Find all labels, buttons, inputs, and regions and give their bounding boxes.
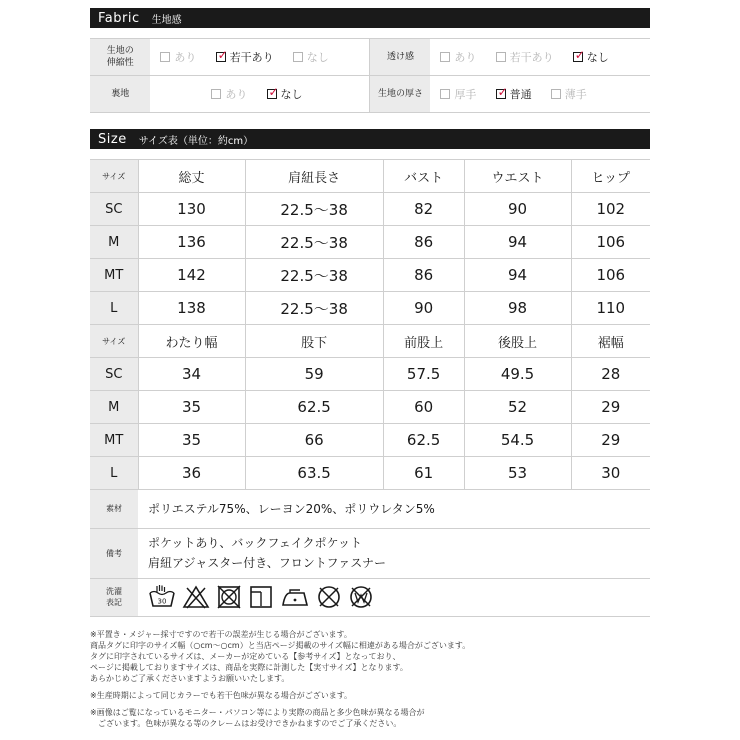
size-cell: 22.5～38 bbox=[245, 292, 383, 325]
size-header-row bbox=[90, 325, 650, 358]
checkbox-icon bbox=[211, 89, 221, 99]
size-title-en: Size bbox=[98, 131, 127, 147]
size-cell: 138 bbox=[138, 292, 245, 325]
size-cell: 53 bbox=[464, 457, 571, 490]
option-lining-no: ✓ なし bbox=[268, 85, 303, 101]
size-cell: 130 bbox=[138, 193, 245, 226]
column-header-total-length: 総丈 bbox=[138, 160, 245, 193]
checkbox-icon bbox=[293, 52, 303, 62]
checkbox-icon bbox=[440, 52, 450, 62]
fabric-options-lining bbox=[150, 76, 370, 113]
fabric-title-jp: 生地感 bbox=[151, 14, 182, 26]
size-cell: 66 bbox=[245, 424, 383, 457]
fabric-section-header bbox=[90, 8, 650, 28]
column-header-hip: ヒップ bbox=[571, 160, 650, 193]
material-label: 素材 bbox=[90, 490, 138, 528]
size-cell: 106 bbox=[571, 259, 650, 292]
footnote: タグに印字されているサイズは、メーカーが定めている【参考サイズ】となっており、 bbox=[90, 651, 401, 661]
iron-low-icon bbox=[280, 584, 310, 610]
wash-icons-cell bbox=[138, 578, 650, 616]
size-section-header bbox=[90, 129, 650, 149]
size-label: SC bbox=[90, 193, 138, 226]
size-label: L bbox=[90, 457, 138, 490]
size-cell: 29 bbox=[571, 424, 650, 457]
size-cell: 59 bbox=[245, 358, 383, 391]
fabric-title-en: Fabric bbox=[98, 10, 140, 26]
size-cell: 35 bbox=[138, 391, 245, 424]
size-title-jp: サイズ表（単位：約cm） bbox=[138, 135, 254, 147]
material-value: ポリエステル75%、レーヨン20%、ポリウレタン5% bbox=[138, 490, 650, 528]
size-cell: 54.5 bbox=[464, 424, 571, 457]
fabric-options-sheer bbox=[430, 39, 650, 76]
line-dry-icon bbox=[248, 584, 274, 610]
size-row bbox=[90, 259, 650, 292]
checkbox-icon bbox=[440, 89, 450, 99]
hand-wash-temp: 30 bbox=[157, 597, 167, 606]
size-cell: 29 bbox=[571, 391, 650, 424]
wash-label: 洗濯 表記 bbox=[90, 578, 138, 616]
remarks-row bbox=[90, 528, 650, 578]
size-cell: 86 bbox=[383, 259, 464, 292]
fabric-table bbox=[90, 38, 650, 113]
notes-table bbox=[90, 490, 650, 617]
checkbox-icon bbox=[496, 52, 506, 62]
remarks-value: ポケットあり、バックフェイクポケット 肩紐アジャスター付き、フロントファスナー bbox=[138, 528, 650, 578]
size-cell: 142 bbox=[138, 259, 245, 292]
size-cell: 102 bbox=[571, 193, 650, 226]
fabric-row bbox=[90, 39, 650, 76]
size-label: L bbox=[90, 292, 138, 325]
hand-wash-30-icon bbox=[148, 584, 176, 610]
size-row bbox=[90, 193, 650, 226]
size-label: MT bbox=[90, 259, 138, 292]
size-cell: 22.5～38 bbox=[245, 193, 383, 226]
footnote: ※生産時期によって同じカラーでも若干色味が異なる場合がございます。 bbox=[90, 690, 353, 700]
size-cell: 94 bbox=[464, 226, 571, 259]
size-label: M bbox=[90, 391, 138, 424]
size-row bbox=[90, 358, 650, 391]
no-wet-clean-icon bbox=[348, 584, 374, 610]
checkbox-checked-icon: ✓ bbox=[217, 48, 228, 62]
column-header-hem-width: 裾幅 bbox=[571, 325, 650, 358]
checkbox-checked-icon: ✓ bbox=[574, 48, 585, 62]
material-row bbox=[90, 490, 650, 528]
size-cell: 61 bbox=[383, 457, 464, 490]
size-cell: 98 bbox=[464, 292, 571, 325]
column-header-inseam: 股下 bbox=[245, 325, 383, 358]
option-thickness-normal: ✓ 普通 bbox=[497, 85, 532, 101]
option-stretch-yes: あり bbox=[160, 49, 196, 65]
size-header-label: サイズ bbox=[90, 160, 138, 193]
option-lining-yes: あり bbox=[211, 86, 247, 102]
size-cell: 22.5～38 bbox=[245, 259, 383, 292]
option-stretch-slight: ✓ 若干あり bbox=[217, 48, 274, 64]
no-tumble-dry-icon bbox=[216, 584, 242, 610]
size-cell: 136 bbox=[138, 226, 245, 259]
size-row bbox=[90, 391, 650, 424]
column-header-waist: ウエスト bbox=[464, 160, 571, 193]
checkbox-checked-icon: ✓ bbox=[268, 85, 279, 99]
size-cell: 90 bbox=[464, 193, 571, 226]
size-cell: 35 bbox=[138, 424, 245, 457]
fabric-row bbox=[90, 76, 650, 113]
size-cell: 28 bbox=[571, 358, 650, 391]
size-cell: 63.5 bbox=[245, 457, 383, 490]
checkbox-icon bbox=[551, 89, 561, 99]
option-thickness-thin: 薄手 bbox=[551, 86, 587, 102]
footnotes bbox=[90, 629, 650, 729]
size-cell: 82 bbox=[383, 193, 464, 226]
size-cell: 62.5 bbox=[383, 424, 464, 457]
size-row bbox=[90, 226, 650, 259]
column-header-back-rise: 後股上 bbox=[464, 325, 571, 358]
option-sheer-yes: あり bbox=[440, 49, 476, 65]
size-cell: 106 bbox=[571, 226, 650, 259]
size-cell: 34 bbox=[138, 358, 245, 391]
footnote: ページに掲載しておりますサイズは、商品を実際に計測した【実寸サイズ】となります。 bbox=[90, 662, 408, 672]
size-label: M bbox=[90, 226, 138, 259]
size-cell: 22.5～38 bbox=[245, 226, 383, 259]
column-header-thigh-width: わたり幅 bbox=[138, 325, 245, 358]
footnote: ございます。色味が異なる等のクレームはお受けできかねますのでご了承ください。 bbox=[90, 718, 402, 728]
size-cell: 86 bbox=[383, 226, 464, 259]
footnote: ※平置き・メジャー採寸ですので若干の誤差が生じる場合がございます。 bbox=[90, 629, 352, 639]
size-cell: 52 bbox=[464, 391, 571, 424]
fabric-label-lining: 裏地 bbox=[90, 76, 150, 113]
fabric-options-stretch bbox=[150, 39, 370, 76]
fabric-options-thickness bbox=[430, 76, 650, 113]
product-spec-sheet bbox=[90, 8, 650, 729]
option-thickness-thick: 厚手 bbox=[440, 86, 476, 102]
size-header-label: サイズ bbox=[90, 325, 138, 358]
option-stretch-no: なし bbox=[293, 49, 329, 65]
size-cell: 57.5 bbox=[383, 358, 464, 391]
no-dry-clean-icon bbox=[316, 584, 342, 610]
footnote: あらかじめご了承くださいますようお願いいたします。 bbox=[90, 673, 290, 683]
column-header-strap-length: 肩紐長さ bbox=[245, 160, 383, 193]
checkbox-icon bbox=[160, 52, 170, 62]
size-label: MT bbox=[90, 424, 138, 457]
footnote: ※画像はご覧になっているモニター・パソコン等により実際の商品と多少色味が異なる場合が bbox=[90, 707, 425, 717]
size-header-row bbox=[90, 160, 650, 193]
size-row bbox=[90, 457, 650, 490]
size-cell: 110 bbox=[571, 292, 650, 325]
remarks-label: 備考 bbox=[90, 528, 138, 578]
size-cell: 60 bbox=[383, 391, 464, 424]
footnote: 商品タグに印字のサイズ幅（○cm～○cm）と当店ページ掲載のサイズ幅に相違がある場合がございます。 bbox=[90, 640, 471, 650]
option-sheer-no: ✓ なし bbox=[574, 48, 609, 64]
size-label: SC bbox=[90, 358, 138, 391]
size-cell: 36 bbox=[138, 457, 245, 490]
wash-icons bbox=[148, 584, 650, 610]
size-table bbox=[90, 159, 650, 490]
size-cell: 49.5 bbox=[464, 358, 571, 391]
no-bleach-icon bbox=[182, 584, 210, 610]
size-row bbox=[90, 292, 650, 325]
size-cell: 30 bbox=[571, 457, 650, 490]
column-header-front-rise: 前股上 bbox=[383, 325, 464, 358]
option-sheer-slight: 若干あり bbox=[496, 49, 554, 65]
checkbox-checked-icon: ✓ bbox=[497, 85, 508, 99]
wash-row bbox=[90, 578, 650, 616]
column-header-bust: バスト bbox=[383, 160, 464, 193]
size-cell: 94 bbox=[464, 259, 571, 292]
size-cell: 62.5 bbox=[245, 391, 383, 424]
fabric-label-sheer: 透け感 bbox=[370, 39, 430, 76]
size-cell: 90 bbox=[383, 292, 464, 325]
fabric-label-stretch: 生地の 伸縮性 bbox=[90, 39, 150, 76]
size-row bbox=[90, 424, 650, 457]
fabric-label-thickness: 生地の厚さ bbox=[370, 76, 430, 113]
